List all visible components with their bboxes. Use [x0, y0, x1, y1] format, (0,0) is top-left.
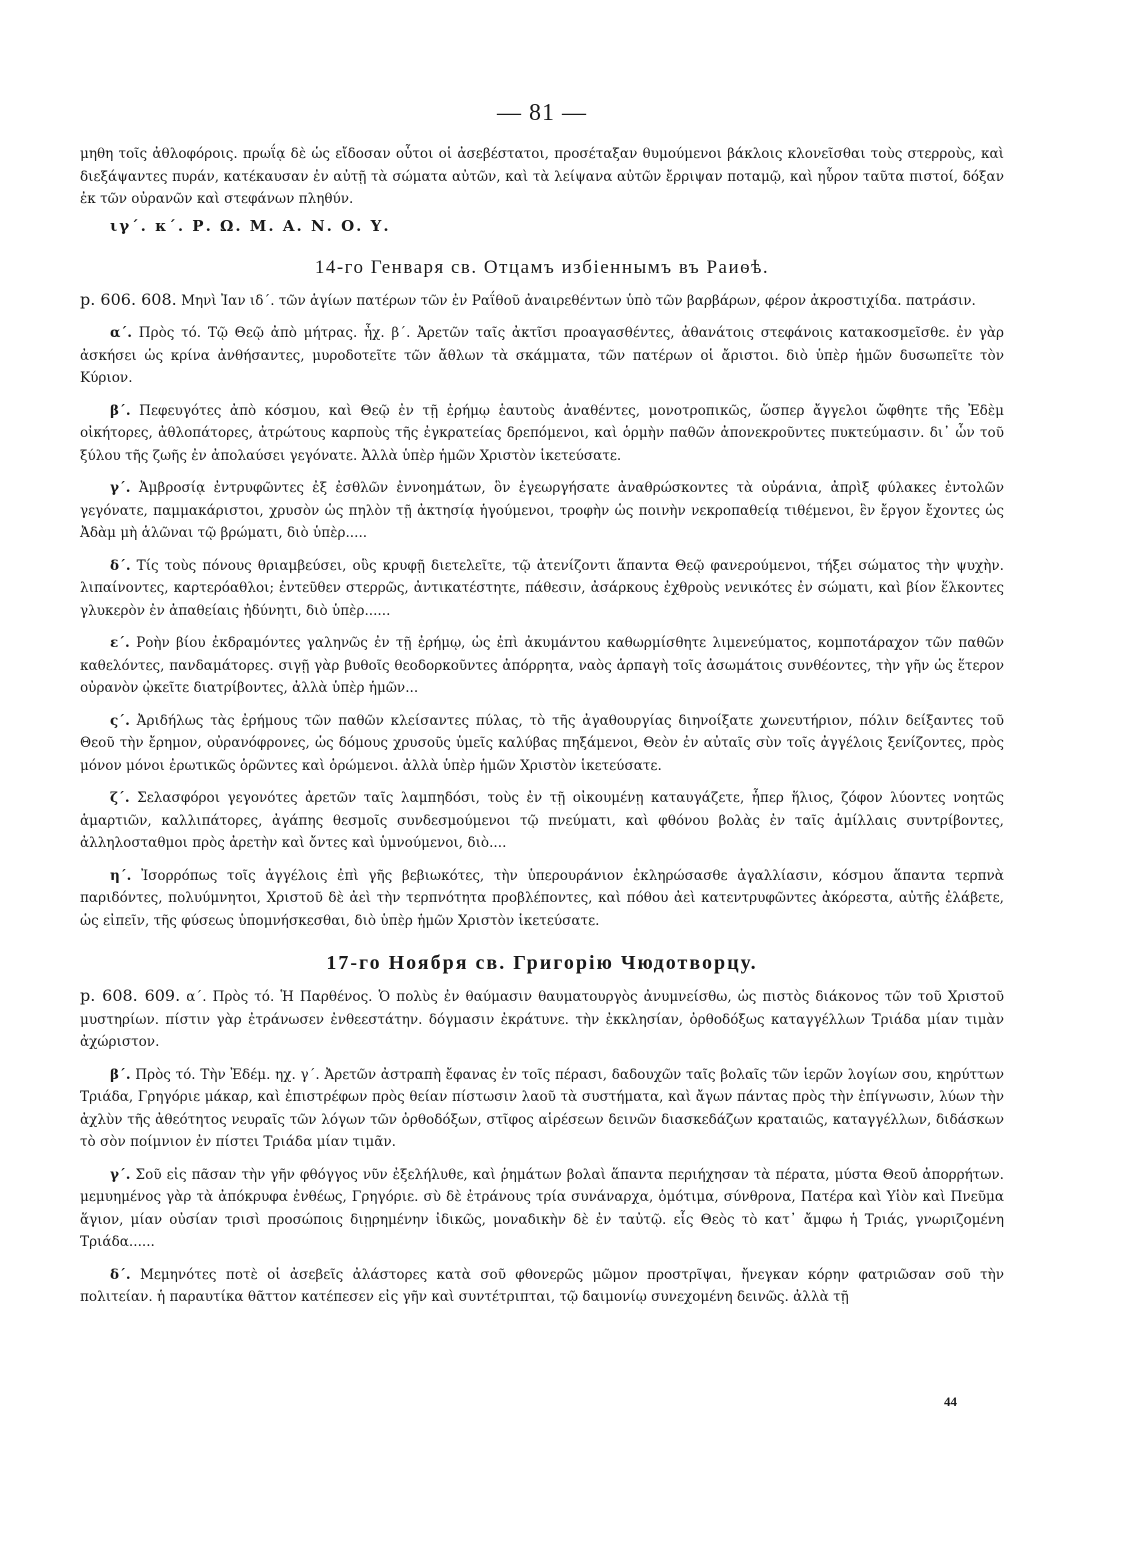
- reference-label: р. 608. 609.: [80, 986, 181, 1005]
- verse-text: Πρὸς τό. Τὴν Ἐδέμ. ηχ. γ΄. Ἀρετῶν ἀστραπὴ ἔφανας ἐν τοῖς πέρασι, δαδουχῶν ταῖς βολαῖς τῶν ἱερῶν λογίων σου, κηρύττων Τριάδα, Γρηγόριε μάκαρ, καὶ ἐπιστρέφων πρὸς θείαν πίστωσιν λαοῦ τὰ συστήματα, καὶ ἄγων πάντας πρὸς τὴν ἐπίγνωσιν, λύων τὴν ἀχλὺν τῆς ἀθεότητος νευραῖς τῶν λόγων τῶν ὀρθοδόξων, στῖφος αἱρέσεων δεινῶν διασκεδάζων κραταιῶς, καταγγέλλων, διδάσκων τὸ σὸν ποίμνιον ἐν πίστει Τριάδα μίαν τιμᾶν.: [80, 1066, 1004, 1150]
- verse-mark: δ΄.: [110, 1266, 131, 1283]
- acrostic-line: ιγ΄. κ΄. Ρ. Ω. Μ. Α. Ν. Ο. Υ.: [110, 216, 391, 235]
- verse-mark: α΄.: [110, 325, 132, 341]
- verse-text: Ροὴν βίου ἐκδραμόντες γαληνῶς ἐν τῇ ἐρήμῳ, ὡς ἐπὶ ἀκυμάντου καθωρμίσθητε λιμενεύματος, κομποτάραχον τῶν παθῶν καθελόντες, πανδαμάτορες. σιγῇ γὰρ βυθοῖς θεοδορκοῦντες ἀπόρρητα, ναὸς ἁρπαγὴ τοῖς ἀσωμάτοις συνθέοντες, τὴν γῆν ὡς ἕτερον οὐρανὸν ᾠκεῖτε διατρίβοντες, ἀλλὰ ὑπὲρ ἡμῶν...: [80, 635, 1004, 696]
- verse-mark: β΄.: [110, 402, 131, 419]
- reference-text: Μηνὶ Ἰαν ιδ΄. τῶν ἁγίων πατέρων τῶν ἐν Ραΐθοῦ ἀναιρεθέντων ὑπὸ τῶν βαρβάρων, φέρον ἀκροστιχίδα. πατράσιν.: [181, 292, 976, 309]
- signature-mark: 44: [944, 1394, 957, 1409]
- verse-mark: ς΄.: [110, 712, 130, 729]
- verse-mark: ζ΄.: [110, 790, 130, 806]
- verse-text: Πρὸς τό. Τῷ Θεῷ ἀπὸ μήτρας. ἦχ. β΄. Ἀρετῶν ταῖς ἀκτῖσι προαγασθέντες, ἀθανάτοις στεφάνοις κατακοσμεῖσθε. ἐν γὰρ ἀσκήσει ὡς κρίνα ἀνθήσαντες, μυροδοτεῖτε τῶν ἄθλων τὰ σκάμματα, τῶν πατέρων οἱ ἄριστοι. διὸ ὑπὲρ ἡμῶν δυσωπεῖτε τὸν Κύριον.: [80, 325, 1004, 386]
- section-reference: [80, 985, 1004, 1054]
- verse-paragraph: [80, 322, 1004, 390]
- verse-mark: η΄.: [110, 867, 132, 884]
- verse-text: Πεφευγότες ἀπὸ κόσμου, καὶ Θεῷ ἐν τῇ ἐρήμῳ ἑαυτοὺς ἀναθέντες, μονοτροπικῶς, ὥσπερ ἄγγελοι ὤφθητε τῆς Ἐδὲμ οἰκήτορες, ἀθλοπάτορες, ἀτρώτους καρποὺς τῆς ἐγκρατείας δρεπόμενοι, καὶ ὁρμὴν παθῶν ἀπονεκροῦντες πυκτεύμασιν. δι᾽ ὧν τοῦ ξύλου τῆς ζωῆς ἐν ἀπολαύσει γεγόνατε. Ἀλλὰ ὑπὲρ ἡμῶν Χριστὸν ἱκετεύσατε.: [80, 402, 1004, 464]
- page-number: — 81 —: [497, 100, 587, 126]
- verse-paragraph: [80, 477, 1004, 545]
- verse-paragraph: [80, 865, 1004, 933]
- verse-mark: β΄.: [110, 1066, 131, 1083]
- document-page: [80, 100, 1004, 1309]
- section-heading-november: 17-го Ноября св. Григорiю Чюдотворцу.: [326, 952, 758, 974]
- verse-text: Σελασφόροι γεγονότες ἀρετῶν ταῖς λαμπηδόσι, τοὺς ἐν τῇ οἰκουμένῃ καταυγάζετε, ἧπερ ἥλιος, ζόφον λύοντες νοητῶς ἁμαρτιῶν, καλλιπάτορες, ἀγάπης θεσμοῖς συνδεσμούμενοι τῷ πνεύματι, καὶ φθόνου βολὰς ἐν ταῖς ἁμίλλαις συντρίβοντες, ἀλληλοσταθμοι πρὸς ἀρετὴν καὶ ὄντες καὶ ὑμνούμενοι, διὸ....: [80, 790, 1004, 851]
- verse-mark: γ΄.: [110, 1166, 131, 1183]
- section-reference: [80, 289, 1004, 313]
- verse-paragraph: [80, 632, 1004, 700]
- intro-paragraph: μηθη τοῖς ἀθλοφόροις. πρωΐᾳ δὲ ὡς εἴδοσαν οὗτοι οἱ ἀσεβέστατοι, προσέταξαν θυμούμενοι βάκλοις κλονεῖσθαι τοὺς στερροὺς, καὶ διεξάψαντες πυράν, κατέκαυσαν ἐν αὐτῇ τὰ σώματα αὐτῶν, καὶ τὰ λείψανα αὐτῶν ἔρριψαν ποταμῷ, καὶ ηὗρον ταῦτα πιστοί, δόξαν ἐκ τῶν οὐρανῶν καὶ στεφάνων πληθύν.: [80, 146, 1004, 207]
- verse-mark: δ΄.: [110, 557, 131, 574]
- section-heading-january: 14-го Генваря св. Отцамъ избiеннымъ въ Раиѳѣ.: [314, 256, 770, 278]
- verse-mark: ε΄.: [110, 635, 130, 651]
- verse-paragraph: [80, 1264, 1004, 1309]
- verse-paragraph: [80, 710, 1004, 778]
- verse-paragraph: [80, 555, 1004, 623]
- verse-paragraph: [80, 1164, 1004, 1254]
- reference-label: р. 606. 608.: [80, 289, 177, 309]
- verse-paragraph: [80, 400, 1004, 468]
- verse-text: Μεμηνότες ποτὲ οἱ ἀσεβεῖς ἀλάστορες κατὰ σοῦ φθονερῶς μῶμον προστρῖψαι, ἤνεγκαν κόρην φατριῶσαν σοῦ τὴν πολιτείαν. ἡ παραυτίκα θᾶττον κατέπεσεν εἰς γῆν καὶ συντέτριπται, τῷ δαιμονίῳ συνεχομένη δεινῶς. ἀλλὰ τῇ: [80, 1266, 1004, 1305]
- verse-text: Τίς τοὺς πόνους θριαμβεύσει, οὓς κρυφῇ διετελεῖτε, τῷ ἀτενίζοντι ἅπαντα Θεῷ φανερούμενοι, τήξει σώματος τὴν ψυχὴν. λιπαίνοντες, καρτερόαθλοι; ἐντεῦθεν στερρῶς, ἀντικατέστητε, πάθεσιν, ἀσάρκους ἐχθροὺς νενικότες ἐν σώματι, καὶ βίον ἕλκοντες γλυκερὸν ἐν ἀπαθείαις ἠδύνητι, διὸ ὑπὲρ......: [80, 557, 1004, 619]
- verse-text: Σοῦ εἰς πᾶσαν τὴν γῆν φθόγγος νῦν ἐξελήλυθε, καὶ ῥημάτων βολαὶ ἅπαντα περιήχησαν τὰ πέρατα, μύστα Θεοῦ ἀπορρήτων. μεμυημένος γὰρ τὰ ἀπόκρυφα ἐνθέως, Γρηγόριε. σὺ δὲ ἐτράνους τρία συνάναρχα, ὁμότιμα, σύνθρονα, Πατέρα καὶ Υἱὸν καὶ Πνεῦμα ἅγιον, μίαν οὐσίαν τρισὶ προσώποις διῃρημένην ἰδικῶς, μοναδικὴν δὲ ἐν ταὐτῷ. εἷς Θεὸς τὸ κατ᾽ ἄμφω ἡ Τριάς, γνωριζομένη Τριάδα......: [80, 1166, 1004, 1250]
- verse-text: Ἀμβροσίᾳ ἐντρυφῶντες ἐξ ἐσθλῶν ἐννοημάτων, ὃν ἐγεωργήσατε ἀναθρώσκοντες τὰ οὐράνια, ἀπρὶξ φύλακες ἐντολῶν γεγόνατε, παμμακάριστοι, χρυσὸν ὡς πηλὸν τῇ ἀκτησίᾳ ἡγούμενοι, τροφὴν ὡς ποινὴν νεκροπαθείᾳ τιθέμενοι, ἓν ἔργον ἔχοντες ὡς Ἀδὰμ μὴ ἁλῶναι τῷ βρώματι, διὸ ὑπὲρ.....: [80, 480, 1005, 541]
- verse-text: Ἰσορρόπως τοῖς ἀγγέλοις ἐπὶ γῆς βεβιωκότες, τὴν ὑπερουράνιον ἐκληρώσασθε ἀγαλλίασιν, κόσμου ἅπαντα τερπνὰ παριδόντες, πολυύμνητοι, Χριστοῦ δὲ ἀεὶ τὴν τερπνότητα προβλέποντες, καὶ πόθου ἀεὶ κατεντρυφῶντες ἀκόρεστα, αὐτῆς ἐλάβετε, ὡς εἰπεῖν, τῆς φύσεως ὑπομνήσκεσθαι, διὸ ὑπὲρ ἡμῶν Χριστὸν ἱκετεύσατε.: [80, 867, 1004, 929]
- reference-text: α΄. Πρὸς τό. Ἡ Παρθένος. Ὁ πολὺς ἐν θαύμασιν θαυματουργὸς ἀνυμνείσθω, ὡς πιστὸς διάκονος τῶν τοῦ Χριστοῦ μυστηρίων. πίστιν γὰρ ἐτράνωσεν ἐνθεεστάτην. δόγμασιν ἐκράτυνε. τὴν ἐκκλησίαν, ὀρθοδόξως καταγγέλλων Τριάδα μίαν τιμὰν ἀχώριστον.: [80, 989, 1005, 1050]
- verse-mark: γ΄.: [110, 480, 131, 496]
- verse-paragraph: [80, 1064, 1004, 1154]
- verse-text: Ἀριδήλως τὰς ἐρήμους τῶν παθῶν κλείσαντες πύλας, τὸ τῆς ἀγαθουργίας διηνοίξατε χωνευτήριον, πόλιν δείξαντες τοῦ Θεοῦ τὴν ἔρημον, οὐρανόφρονες, ὡς δόμους χρυσοῦς ὑμεῖς καλύβας πηξάμενοι, Θεὸν ἐν αὐταῖς σὺν τοῖς ἀγγέλοις ξενίζοντες, πρὸς μόνον μόνοι ἐρωτικῶς ὁρῶντες καὶ ὁρώμενοι. ἀλλὰ ὑπὲρ ἡμῶν Χριστὸν ἱκετεύσατε.: [80, 712, 1004, 774]
- verse-paragraph: [80, 787, 1004, 855]
